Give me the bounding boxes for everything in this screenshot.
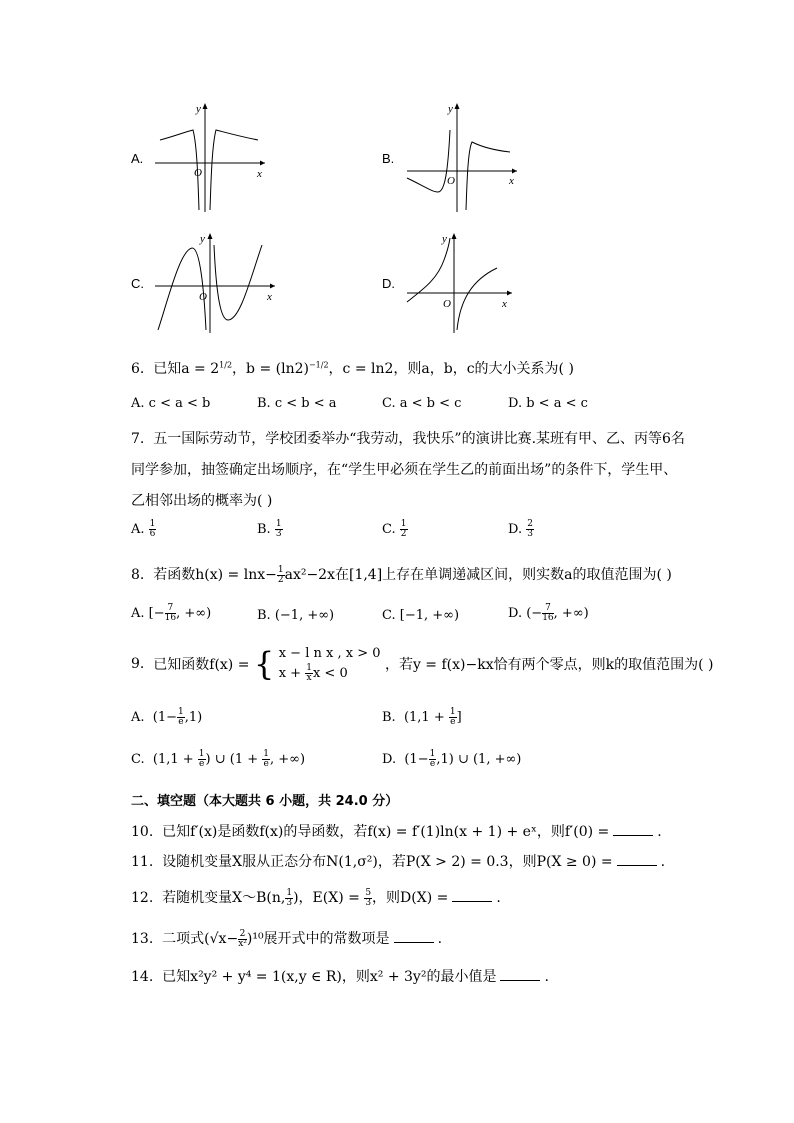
graph-a (150, 100, 270, 215)
question-12: 12. 若随机变量X～B(n, $\frac{1}{3}$ )，E(X) = $\frac{5}{3}$ ，则D(X) = . (131, 887, 501, 908)
graph-d-origin: O (443, 298, 451, 310)
q8-option-c[interactable]: C. [−1, +∞) (382, 608, 460, 623)
q9-option-b[interactable]: B. (1,1 + $\frac{1}{e}$ ] (382, 707, 462, 727)
section-heading: 二、填空题（本大题共 6 小题，共 24.0 分） (131, 794, 399, 809)
q7-option-d[interactable]: D. $\frac{2}{3}$ (508, 519, 533, 539)
question-9: 9. 已知函数f(x) = { x − l n x , x > 0 x + $\frac{1}{x}$ x < 0 ，若y = f(x)−kx恰有两个零点，则k的取值范围为( ) (131, 645, 714, 683)
graph-c-y-label: y (200, 233, 205, 245)
graph-b-x-label: x (509, 175, 514, 187)
option-b-label: B. (382, 151, 395, 166)
exponent: −1/2 (308, 360, 329, 370)
option-d-label: D. (382, 276, 395, 291)
q6-option-a[interactable]: A. c < a < b (131, 396, 211, 411)
q9-option-a[interactable]: A. (1− $\frac{1}{e}$ ,1) (131, 707, 203, 727)
piecewise-cases: x − l n x , x > 0 x + $\frac{1}{x}$ x < 0 (278, 646, 381, 683)
q8-option-d[interactable]: D. (− $\frac{7}{16}$ , +∞) (508, 603, 589, 623)
question-13: 13. 二项式(√x− $\frac{2}{\text{x²}}$ )¹⁰展开式中的常数项是 . (131, 928, 443, 949)
q7-option-c[interactable]: C. $\frac{1}{2}$ (382, 519, 407, 539)
question-11: 11. 设随机变量X服从正态分布N(1,σ²)，若P(X > 2) = 0.3，则P(X ≥ 0) = . (131, 854, 666, 870)
graph-b (402, 100, 522, 215)
question-6 (131, 358, 574, 378)
question-text: 五一国际劳动节，学校团委举办“我劳动，我快乐”的演讲比赛.某班有甲、乙、丙等6名 (153, 431, 685, 447)
graph-c (150, 230, 280, 335)
question-text: ，b = (ln2) (232, 361, 309, 377)
question-text: 已知a = 2 (153, 361, 220, 377)
question-number: 8. (131, 567, 145, 583)
graph-c-x-label: x (267, 291, 272, 303)
answer-blank[interactable] (394, 930, 434, 943)
answer-blank[interactable] (613, 823, 653, 836)
graph-d (402, 230, 517, 335)
question-7-line-2: 同学参加，抽签确定出场顺序，在“学生甲必须在学生乙的前面出场”的条件下，学生甲、 (131, 462, 678, 478)
graph-b-origin: O (447, 175, 455, 187)
question-text: ，c = ln2，则a，b，c的大小关系为( ) (328, 361, 574, 377)
q6-option-b[interactable]: B. c < b < a (257, 396, 337, 411)
piecewise-brace: { (253, 645, 275, 683)
question-number: 7. (131, 431, 145, 447)
q6-option-d[interactable]: D. b < a < c (508, 396, 588, 411)
graph-c-origin: O (199, 291, 207, 303)
question-7-line-3: 乙相邻出场的概率为( ) (131, 493, 273, 509)
question-8: 8. 若函数h(x) = lnx− $\frac{1}{2}$ ax²−2x在[1,4]上存在单调递减区间，则实数a的取值范围为( ) (131, 564, 672, 585)
graph-d-x-label: x (502, 298, 507, 310)
q7-option-b[interactable]: B. $\frac{1}{3}$ (257, 519, 282, 539)
question-14: 14. 已知x²y² + y⁴ = 1(x,y ∈ R)，则x² + 3y²的最小值是 . (131, 969, 549, 985)
q9-option-d[interactable]: D. (1− $\frac{1}{e}$ ,1) ∪ (1, +∞) (382, 749, 522, 769)
graph-a-x-label: x (257, 168, 262, 180)
question-10: 10. 已知f′(x)是函数f(x)的导函数，若f(x) = f′(1)ln(x + 1) + eˣ，则f′(0) = . (131, 824, 662, 840)
question-7 (131, 428, 685, 448)
graph-a-y-label: y (196, 103, 201, 115)
q6-option-c[interactable]: C. a < b < c (382, 396, 462, 411)
answer-blank[interactable] (500, 968, 540, 981)
option-c-label: C. (131, 276, 144, 291)
q7-option-a[interactable]: A. $\frac{1}{6}$ (131, 519, 156, 539)
exponent: 1/2 (219, 360, 233, 370)
graph-b-y-label: y (448, 103, 453, 115)
graph-a-origin: O (194, 167, 202, 179)
graph-d-y-label: y (442, 233, 447, 245)
answer-blank[interactable] (617, 853, 657, 866)
q8-option-b[interactable]: B. (−1, +∞) (257, 608, 335, 623)
question-number: 6. (131, 361, 145, 377)
question-number: 9. (131, 656, 145, 672)
answer-blank[interactable] (452, 889, 492, 902)
option-a-label: A. (131, 151, 144, 166)
q8-option-a[interactable]: A. [− $\frac{7}{16}$ , +∞) (131, 603, 212, 623)
q9-option-c[interactable]: C. (1,1 + $\frac{1}{e}$ ) ∪ (1 + $\frac{1}{e}$ , +∞) (131, 749, 306, 769)
